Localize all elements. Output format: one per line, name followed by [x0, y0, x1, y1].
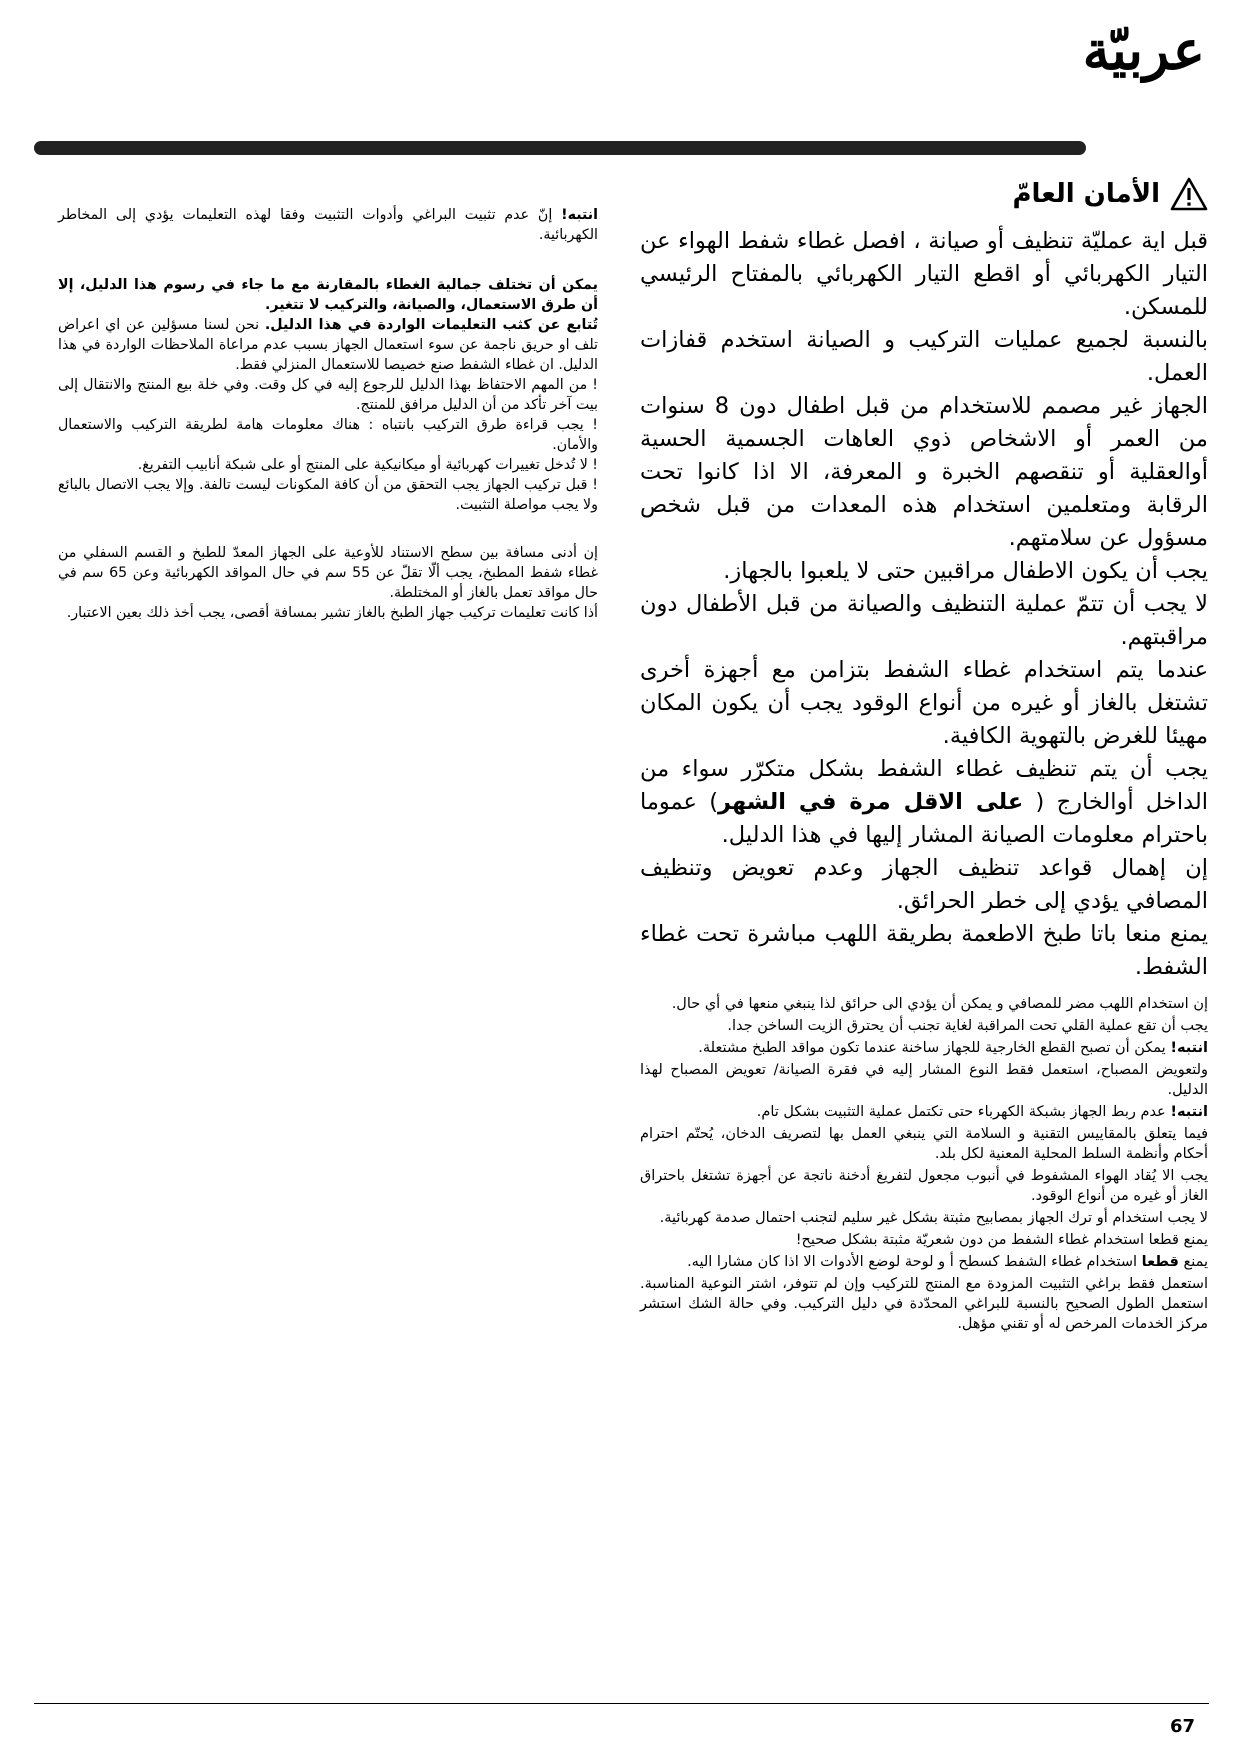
section-title — [640, 175, 1208, 213]
note: إن استخدام اللهب مضر للمصافي و يمكن أن يؤدي الى حرائق لذا ينبغي منعها في أي حال. — [671, 996, 1208, 1012]
list-item: ! من المهم الاحتفاظ بهذا الدليل للرجوع إليه في كل وقت. وفي خلة بيع المنتج والانتقال إلى بيت آخر تأكد من أن الدليل مرافق للمنتج. — [58, 377, 598, 413]
note: استعمل فقط براغي التثبيت المزودة مع المنتج للتركيب وإن لم تتوفر، اشتر النوعية المناسبة. استعمل الطول الصحيح بالنسبة للبراغي المحدّدة في دليل التركيب. وفي حالة الشك استشر مركز الخدمات المرخص له أو تقني مؤهل. — [640, 1276, 1208, 1332]
footer-divider — [34, 1703, 1209, 1704]
note: فيما يتعلق بالمقاييس التقنية و السلامة التي ينبغي العمل بها لتصريف الدخان، يُحتّم احترام أحكام وأنظمة السلط المحلية المعنية لكل بلد. — [640, 1126, 1208, 1162]
list-item: ! لا تُدخل تغييرات كهربائية أو ميكانيكية على المنتج أو على شبكة أنابيب التفريغ. — [137, 457, 598, 473]
paragraph: الجهاز غير مصمم للاستخدام من قبل اطفال دون 8 سنوات من العمر أو الاشخاص ذوي العاهات الجسمية الحسية أوالعقلية أو تنقصهم الخبرة و المعرفة، الا اذا كانوا تحت الرقابة ومتعلمين استخدام هذه المعدات من قبل شخص مسؤول عن سلامتهم. — [640, 393, 1209, 551]
notes-column — [58, 205, 598, 623]
general-safety-column — [640, 175, 1208, 1336]
paragraph: يجب أن يكون الاطفال مراقبين حتى لا يلعبوا بالجهاز. — [723, 558, 1208, 584]
paragraph: قبل اية عمليّة تنظيف أو صيانة ، افصل غطاء شفط الهواء عن التيار الكهربائي أو اقطع التيار الكهربائي بالمفتاح الرئيسي للمسكن. — [640, 228, 1208, 320]
note: يجب الا يُقاد الهواء المشفوط في أنبوب مجعول لتفريغ أدخنة ناتجة عن أجهزة تشتغل باحتراق الغاز أو غيره من أنواع الوقود. — [640, 1168, 1208, 1204]
language-title: عربيّة — [1082, 18, 1205, 82]
note: لا يجب استخدام أو ترك الجهاز بمصابيح مثبتة بشكل غير سليم لتجنب احتمال صدمة كهربائية. — [659, 1210, 1208, 1226]
follow-instructions: تُتابع عن كثب التعليمات الواردة في هذا الدليل. نحن لسنا مسؤلين عن اي اعراض تلف او حريق ناجمة عن سوء استعمال الجهاز بسبب عدم مراعاة الملاحظات الواردة في هذا الدليل. ان غطاء الشفط صنع خصيصا للاستعمال المنزلي فقط. — [58, 317, 598, 373]
main-paragraphs — [640, 225, 1208, 984]
distance-note-2: أذا كانت تعليمات تركيب جهاز الطبخ بالغاز تشير بمسافة أقصى، يجب أخذ ذلك بعين الاعتبار. — [66, 605, 598, 621]
header-divider-bar — [34, 141, 1086, 155]
small-notes — [640, 994, 1208, 1334]
list-item: ! قبل تركيب الجهاز يجب التحقق من أن كافة المكونات ليست تالفة. وإلا يجب الاتصال بالبائع ولا يجب مواصلة التثبيت. — [58, 477, 598, 513]
note: ولتعويض المصباح، استعمل فقط النوع المشار إليه في فقرة الصيانة/ تعويض المصباح لهذا الدليل. — [640, 1062, 1208, 1098]
paragraph: بالنسبة لجميع عمليات التركيب و الصيانة استخدم قفازات العمل. — [640, 327, 1208, 386]
paragraph: إن إهمال قواعد تنظيف الجهاز وعدم تعويض وتنظيف المصافي يؤدي إلى خطر الحرائق. — [640, 855, 1208, 914]
paragraph: عندما يتم استخدام غطاء الشفط بتزامن مع أجهزة أخرى تشتغل بالغاز أو غيره من أنواع الوقود يجب أن يكون المكان مهيئا للغرض بالتهوية الكافية. — [640, 657, 1208, 749]
distance-note: إن أدنى مسافة بين سطح الاستناد للأوعية على الجهاز المعدّ للطبخ و القسم السفلي من غطاء شفط المطبخ، يجب ألّا تقلّ عن 55 سم في حال المواقد الكهربائية وعن 65 سم في حال مواقد تعمل بالغاز أو المختلطة. — [58, 545, 598, 601]
note: انتبه! يمكن أن تصبح القطع الخارجية للجهاز ساخنة عندما تكون مواقد الطبخ مشتعلة. — [698, 1040, 1208, 1056]
note: انتبه! عدم ربط الجهاز بشبكة الكهرباء حتى تكتمل عملية التثبيت بشكل تام. — [756, 1104, 1208, 1120]
page-number: 67 — [1170, 1716, 1196, 1737]
aesthetics-note: يمكن أن تختلف جمالية الغطاء بالمقارنة مع ما جاء في رسوم هذا الدليل، إلا أن طرق الاستعمال، والصيانة، والتركيب لا تتغير. — [58, 277, 598, 313]
paragraph: يمنع منعا باتا طبخ الاطعمة بطريقة اللهب مباشرة تحت غطاء الشفط. — [640, 921, 1208, 980]
paragraph: لا يجب أن تتمّ عملية التنظيف والصيانة من قبل الأطفال دون مراقبتهم. — [640, 591, 1208, 650]
note: يمنع قطعا استخدام غطاء الشفط من دون شعريّة مثبتة بشكل صحيح! — [795, 1232, 1208, 1248]
list-item: ! يجب قراءة طرق التركيب بانتباه : هناك معلومات هامة لطريقة التركيب والاستعمال والأمان. — [58, 417, 598, 453]
warning-screws: انتبه! إنّ عدم تثبيت البراغي وأدوات التثبيت وفقا لهذه التعليمات يؤدي إلى المخاطر الكهربائية. — [58, 207, 598, 243]
paragraph: يجب أن يتم تنظيف غطاء الشفط بشكل متكرّر سواء من الداخل أوالخارج ( على الاقل مرة في الشهر) عموما باحترام معلومات الصيانة المشار إليها في هذا الدليل. — [640, 756, 1208, 848]
note: يجب أن تقع عملية القلي تحت المراقبة لغاية تجنب أن يحترق الزيت الساخن جدا. — [727, 1018, 1208, 1034]
warning-triangle-icon — [1170, 177, 1208, 211]
section-title-text: الأمان العامّ — [1012, 179, 1160, 209]
note: يمنع قطعا استخدام غطاء الشفط كسطح أ و لوحة لوضع الأدوات الا اذا كان مشارا اليه. — [687, 1254, 1208, 1270]
